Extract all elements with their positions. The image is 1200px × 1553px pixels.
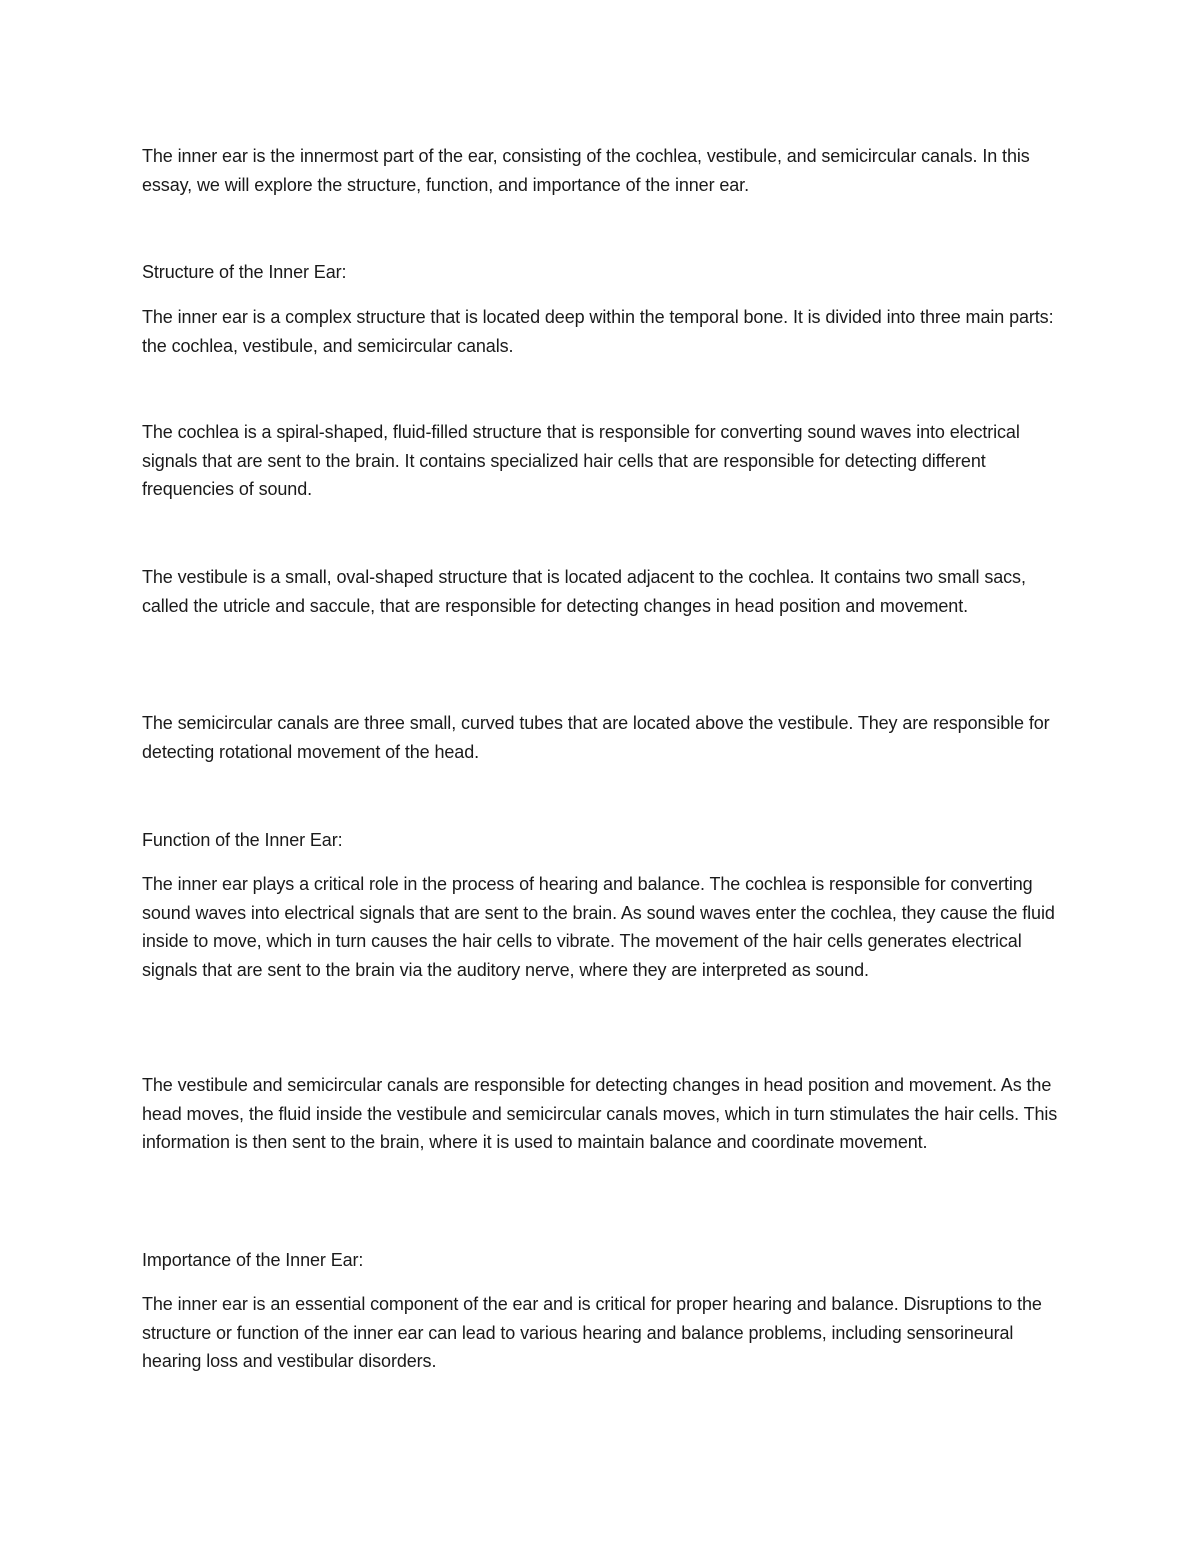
intro-paragraph: The inner ear is the innermost part of the ear, consisting of the cochlea, vestibule, and semicircular canals. In this essay, we will explore the structure, function, and importance of the inner ear.	[142, 146, 1030, 195]
structure-heading: Structure of the Inner Ear:	[142, 262, 347, 282]
vestibule-paragraph: The vestibule is a small, oval-shaped structure that is located adjacent to the cochlea. It contains two small sacs, called the utricle and saccule, that are responsible for detecting changes in head position and movement.	[142, 567, 1026, 616]
function-heading: Function of the Inner Ear:	[142, 830, 343, 850]
semicircular-canals-paragraph: The semicircular canals are three small, curved tubes that are located above the vestibule. They are responsible for detecting rotational movement of the head.	[142, 713, 1050, 762]
importance-heading: Importance of the Inner Ear:	[142, 1250, 364, 1270]
function-paragraph: The inner ear plays a critical role in the process of hearing and balance. The cochlea is responsible for converting sound waves into electrical signals that are sent to the brain. As sound waves enter the cochlea, they cause the fluid inside to move, which in turn causes the hair cells to vibrate. The movement of the hair cells generates electrical signals that are sent to the brain via the auditory nerve, where they are interpreted as sound.	[142, 874, 1055, 980]
cochlea-paragraph: The cochlea is a spiral-shaped, fluid-filled structure that is responsible for converting sound waves into electrical signals that are sent to the brain. It contains specialized hair cells that are responsible for detecting different frequencies of sound.	[142, 422, 1020, 499]
importance-paragraph: The inner ear is an essential component of the ear and is critical for proper hearing and balance. Disruptions to the structure or function of the inner ear can lead to various hearing and balance problems, including sensorineural hearing loss and vestibular disorders.	[142, 1294, 1042, 1371]
balance-paragraph: The vestibule and semicircular canals are responsible for detecting changes in head position and movement. As the head moves, the fluid inside the vestibule and semicircular canals moves, which in turn stimulates the hair cells. This information is then sent to the brain, where it is used to maintain balance and coordinate movement.	[142, 1075, 1058, 1152]
structure-paragraph: The inner ear is a complex structure that is located deep within the temporal bone. It is divided into three main parts: the cochlea, vestibule, and semicircular canals.	[142, 307, 1054, 356]
